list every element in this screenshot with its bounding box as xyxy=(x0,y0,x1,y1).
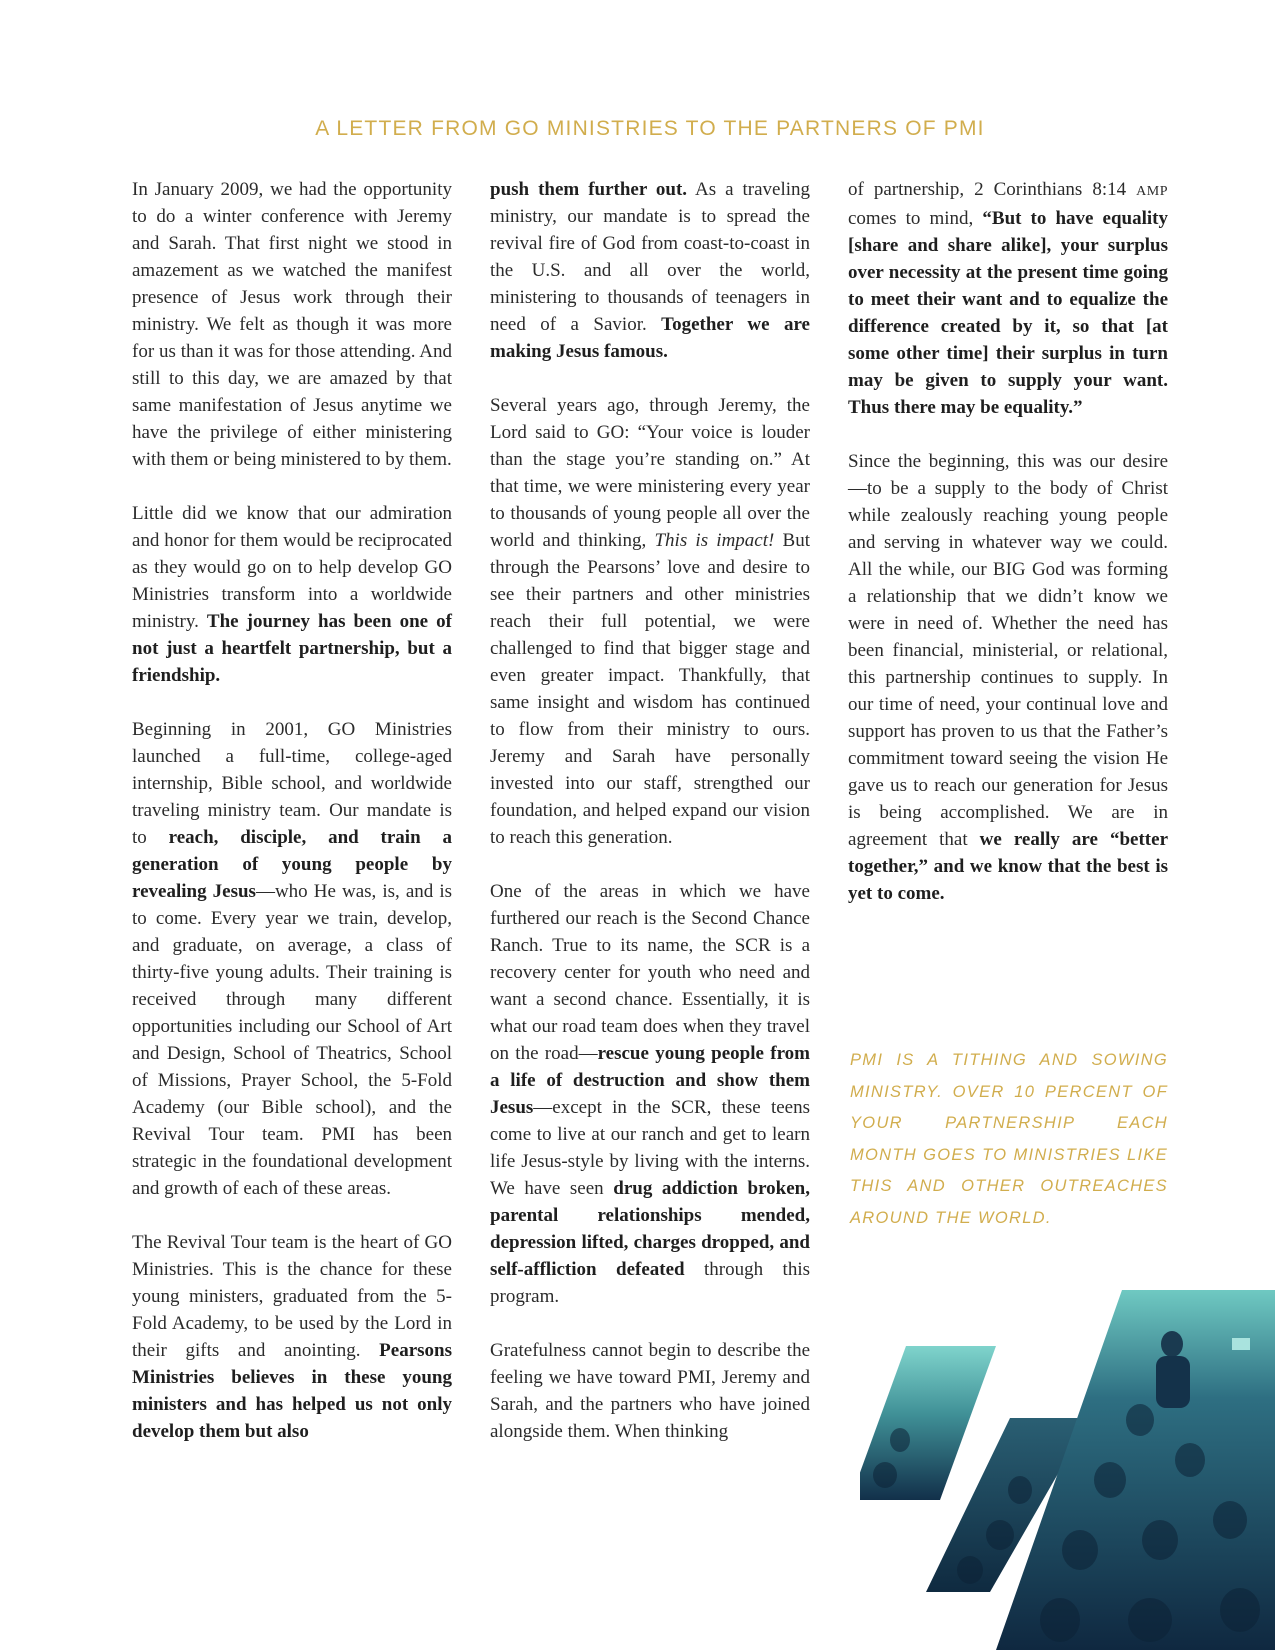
bold-text: Together we are making Jesus famous. xyxy=(490,314,810,362)
paragraph: push them further out. As a traveling ministry, our mandate is to spread the revival fire of God from coast-to-coast in the U.S. and all over the world, ministering to thousands of teenagers in need of a Savior. Together we are making Jesus famous. xyxy=(490,179,811,362)
amp-abbreviation: AMP xyxy=(1136,184,1168,199)
paragraph: One of the areas in which we have furthered our reach is the Second Chance Ranch. True to its name, the SCR is a recovery center for youth who need and want a second chance. Essentially, it is what our road team does when they travel on the road—rescue young people from a life of destruction and show them Jesus—except in the SCR, these teens come to live at our ranch and get to learn life Jesus-style by living with the interns. We have seen drug addiction broken, parental relationships mended, depression lifted, charges dropped, and self-affliction defeated through this program. xyxy=(490,881,810,1307)
bold-text: rescue young people from a life of destruction and show them Jesus xyxy=(490,1043,810,1118)
paragraph: Several years ago, through Jeremy, the Lord said to GO: “Your voice is louder than the stage you’re standing on.” At that time, we were ministering every year to thousands of young people all over the world and thinking, This is impact! But through the Pearsons’ love and desire to see their partners and other ministries reach their full potential, we were challenged to find that bigger stage and even greater impact. Thankfully, that same insight and wisdom has continued to flow from their ministry to ours. Jeremy and Sarah have personally invested into our staff, strengthed our foundation, and helped expand our vision to reach this generation. xyxy=(490,395,811,848)
paragraph: In January 2009, we had the opportunity to do a winter conference with Jeremy and Sarah. That first night we stood in amazement as we watched the manifest presence of Jesus work through their ministry. We felt as though it was more for us than it was for those attending. And still to this day, we are amazed by that same manifestation of Jesus anytime we have the privilege of either ministering with them or being ministered to by them. xyxy=(132,179,452,470)
italic-text: This is impact! xyxy=(654,530,775,551)
bold-text: The journey has been one of not just a heartfelt partnership, but a friendship. xyxy=(132,611,452,686)
laptop-light xyxy=(1232,1338,1250,1350)
tithing-callout: PMI IS A TITHING AND SOWING MINISTRY. OVER 10 PERCENT OF YOUR PARTNERSHIP EACH MONTH GOES TO MINISTRIES LIKE THIS AND OTHER OUTREACHES AROUND THE WORLD. xyxy=(850,1051,1168,1227)
bold-text: Pearsons Ministries believes in these young ministers and has helped us not only develop them but also xyxy=(132,1340,452,1442)
paragraph: Little did we know that our admiration and honor for them would be reciprocated as they would go on to help develop GO Ministries transform into a worldwide ministry. The journey has been one of not just a heartfelt partnership, but a friendship. xyxy=(132,503,452,686)
letter-column-3 xyxy=(848,176,1168,907)
letter-column-1 xyxy=(132,176,452,1445)
bold-text: push them further out. xyxy=(490,179,688,200)
paragraph: Since the beginning, this was our desire—to be a supply to the body of Christ while zealously reaching young people and serving in whatever way we could. All the while, our BIG God was forming a relationship that we didn’t know we were in need of. Whether the need has been financial, ministerial, or relational, this partnership continues to supply. In our time of need, your continual love and support has proven to us that the Father’s commitment toward seeing the vision He gave us to reach our generation for Jesus is being accomplished. We are in agreement that we really are “better together,” and we know that the best is yet to come. xyxy=(848,451,1169,904)
bold-text: reach, disciple, and train a generation of young people by revealing Jesus xyxy=(132,827,452,902)
letter-column-2 xyxy=(490,176,810,1445)
bold-text: drug addiction broken, parental relationships mended, depression lifted, charges dropped, and self-affliction defeated xyxy=(490,1178,810,1280)
paragraph: Gratefulness cannot begin to describe the feeling we have toward PMI, Jeremy and Sarah, and the partners who have joined alongside them. When thinking xyxy=(490,1340,810,1442)
bold-text: we really are “better together,” and we know that the best is yet to come. xyxy=(848,829,1169,904)
bold-text: “But to have equality [share and share alike], your surplus over necessity at the present time going to meet their want and to equalize the difference created by it, so that [at some other time] their surplus in turn may be given to supply your want. Thus there may be equality.” xyxy=(848,208,1168,418)
paragraph: of partnership, 2 Corinthians 8:14 AMP comes to mind, “But to have equality [share and share alike], your surplus over necessity at the present time going to meet their want and to equalize the difference created by it, so that [at some other time] their surplus in turn may be given to supply your want. Thus there may be equality.” xyxy=(848,179,1168,418)
photo-collage xyxy=(860,1290,1275,1650)
paragraph: The Revival Tour team is the heart of GO Ministries. This is the chance for these young ministers, graduated from the 5-Fold Academy, to be used by the Lord in their gifts and anointing. Pearsons Ministries believes in these young ministers and has helped us not only develop them but also xyxy=(132,1232,452,1442)
paragraph: Beginning in 2001, GO Ministries launched a full-time, college-aged internship, Bible school, and worldwide traveling ministry team. Our mandate is to reach, disciple, and train a generation of young people by revealing Jesus—who He was, is, and is to come. Every year we train, develop, and graduate, on average, a class of thirty-five young adults. Their training is received through many different opportunities including our School of Art and Design, School of Theatrics, School of Missions, Prayer School, the 5-Fold Academy (our Bible school), and the Revival Tour team. PMI has been strategic in the foundational development and growth of each of these areas. xyxy=(132,719,453,1199)
page-title: A LETTER FROM GO MINISTRIES TO THE PARTNERS OF PMI xyxy=(315,117,985,140)
